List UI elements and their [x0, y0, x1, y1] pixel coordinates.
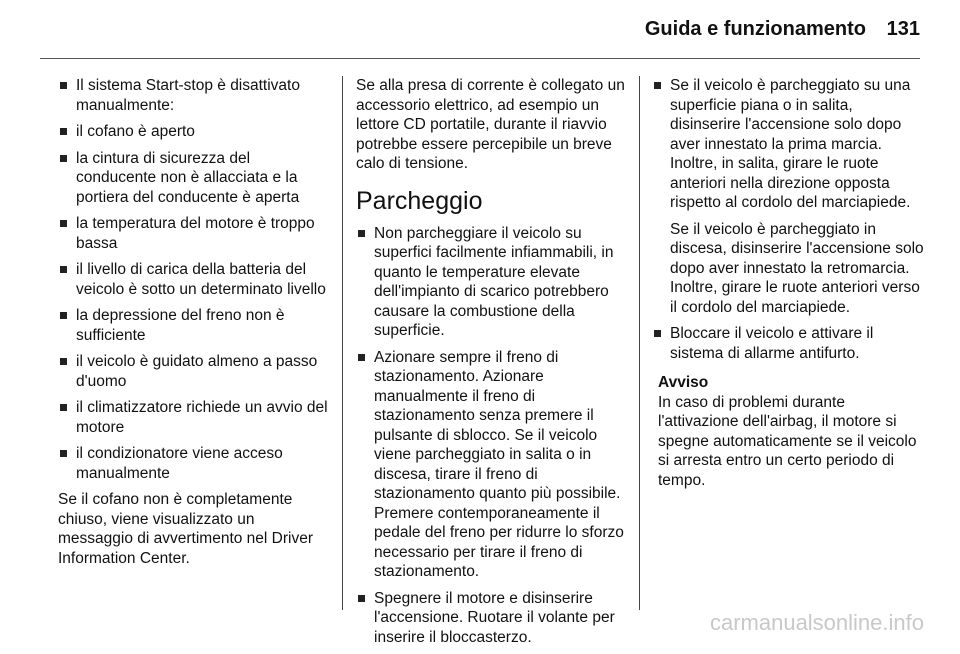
- list-item: il veicolo è guidato almeno a passo d'uomo: [58, 352, 330, 391]
- list-item: [652, 76, 924, 317]
- column-3: [652, 76, 924, 490]
- list-item: Non parcheggiare il veicolo su superfici facilmente infiammabili, in quanto le temperature elevate dell'impianto di scarico potrebbero causare la combustione della superficie.: [356, 224, 628, 341]
- list-item: il climatizzatore richiede un avvio del motore: [58, 398, 330, 437]
- list-item: Bloccare il veicolo e attivare il sistema di allarme antifurto.: [652, 324, 924, 363]
- note-text: In caso di problemi durante l'attivazione dell'airbag, il motore si spegne automaticamente se il veicolo si arresta entro un certo periodo di tempo.: [658, 393, 917, 489]
- list-item: il livello di carica della batteria del veicolo è sotto un determinato livello: [58, 260, 330, 299]
- watermark: carmanualsonline.info: [709, 610, 924, 635]
- column-2: [356, 76, 628, 654]
- column-divider-right: [639, 76, 640, 610]
- note-box: [652, 373, 924, 490]
- slope-parking-text: Se il veicolo è parcheggiato su una superficie piana o in salita, disinserire l'accensione solo dopo aver innestato la prima marcia. Inoltre, in salita, girare le ruote anteriori nella direzione opposta rispetto al cordolo del marciapiede.: [670, 77, 911, 211]
- list-item: la cintura di sicurezza del conducente non è allacciata e la portiera del conducente è aperta: [58, 149, 330, 208]
- downhill-parking-text: Se il veicolo è parcheggiato in discesa, disinserire l'accensione solo dopo aver innestato la retromarcia. Inoltre, girare le ruote anteriori verso il cordolo del marciapiede.: [670, 220, 924, 316]
- list-item: la temperatura del motore è troppo bassa: [58, 214, 330, 253]
- parking-instructions-list-continued: [652, 76, 924, 363]
- header-rule: [40, 58, 920, 59]
- column-divider-left: [342, 76, 343, 610]
- hood-warning-paragraph: Se il cofano non è completamente chiuso, viene visualizzato un messaggio di avvertimento nel Driver Information Center.: [58, 491, 313, 567]
- list-item: il cofano è aperto: [58, 122, 330, 142]
- note-title: Avviso: [658, 374, 709, 391]
- list-item: il condizionatore viene acceso manualmente: [58, 444, 330, 483]
- page-number: 131: [886, 18, 920, 40]
- start-stop-conditions-list: [58, 76, 330, 483]
- list-item: Il sistema Start-stop è disattivato manualmente:: [58, 76, 330, 115]
- section-heading-parking: Parcheggio: [356, 186, 483, 215]
- header-title: Guida e funzionamento: [644, 18, 866, 40]
- list-item: Spegnere il motore e disinserire l'accensione. Ruotare il volante per inserire il bloccasterzo.: [356, 589, 628, 648]
- list-item: Azionare sempre il freno di stazionamento. Azionare manualmente il freno di stazionamento senza premere il pulsante di sblocco. Se il veicolo viene parcheggiato in salita o in discesa, tirare il freno di stazionamento quanto più possibile. Premere contemporaneamente il pedale del freno per ridurre lo sforzo necessario per tirare il freno di stazionamento.: [356, 348, 628, 582]
- list-item: la depressione del freno non è sufficiente: [58, 306, 330, 345]
- voltage-drop-paragraph: Se alla presa di corrente è collegato un accessorio elettrico, ad esempio un lettore CD portatile, durante il riavvio potrebbe essere percepibile un breve calo di tensione.: [356, 77, 625, 172]
- parking-instructions-list: [356, 224, 628, 648]
- column-1: [58, 76, 330, 575]
